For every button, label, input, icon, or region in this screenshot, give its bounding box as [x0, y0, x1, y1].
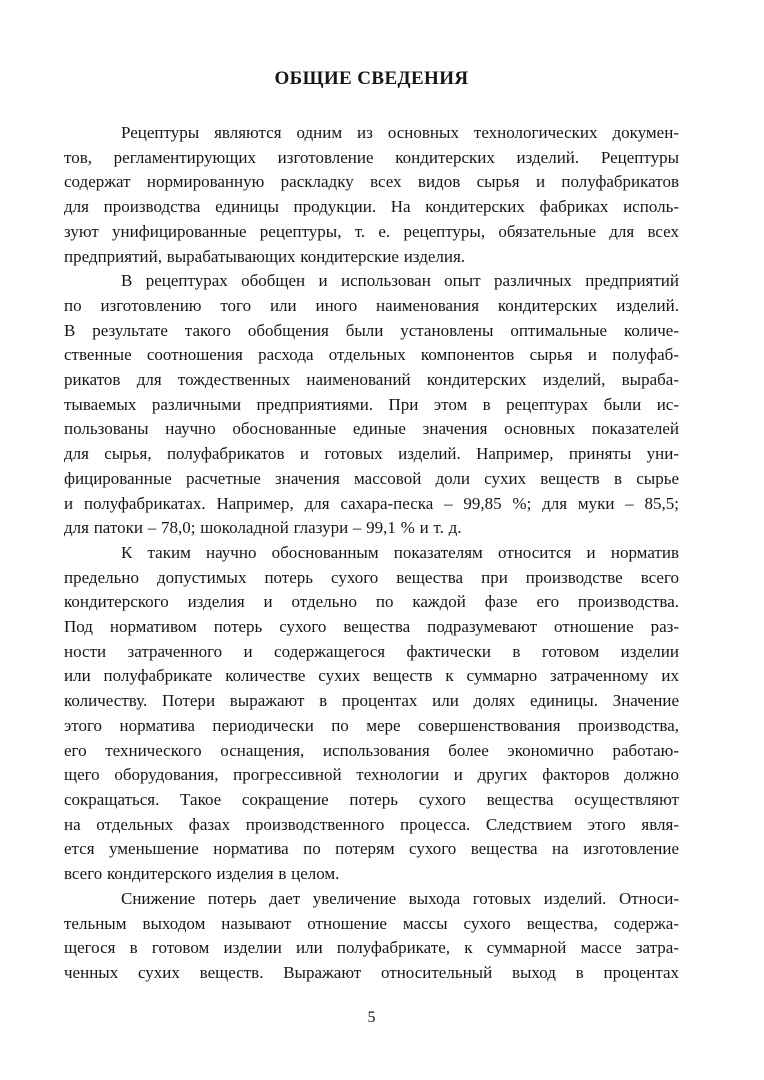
text-line: щего оборудования, прогрессивной технологии и других факторов должно — [64, 765, 679, 785]
text-line: для патоки – 78,0; шоколадной глазури – 99,1 % и т. д. — [64, 518, 462, 538]
page-body — [64, 121, 679, 986]
text-line: зуют унифицированные рецептуры, т. е. рецептуры, обязательные для всех — [64, 221, 679, 241]
text-line: Рецептуры являются одним из основных технологических докумен- — [121, 123, 679, 142]
text-line: пользованы научно обоснованные единые значения основных показателей — [64, 419, 679, 439]
paragraph — [64, 887, 679, 986]
paragraph — [64, 121, 679, 269]
text-line: содержат нормированную раскладку всех видов сырья и полуфабрикатов — [64, 172, 679, 192]
text-line: на отдельных фазах производственного процесса. Следствием этого явля- — [64, 814, 679, 834]
text-line: тываемых различными предприятиями. При этом в рецептурах были ис- — [64, 394, 679, 414]
text-line: Под нормативом потерь сухого вещества подразумевают отношение раз- — [64, 617, 679, 637]
text-line: К таким научно обоснованным показателям относится и норматив — [121, 542, 679, 562]
text-line: тельным выходом называют отношение массы сухого вещества, содержа- — [64, 913, 679, 933]
text-line: для сырья, полуфабрикатов и готовых изделий. Например, приняты уни- — [64, 444, 679, 464]
text-line: фицированные расчетные значения массовой доли сухих веществ в сырье — [64, 468, 679, 488]
text-line: по изготовлению того или иного наименования кондитерских изделий. — [64, 295, 679, 315]
text-line: для производства единицы продукции. На кондитерских фабриках исполь- — [64, 197, 679, 217]
text-line: ственные соотношения расхода отдельных компонентов сырья и полуфаб- — [64, 345, 679, 365]
text-line: этого норматива периодически по мере совершенствования производства, — [64, 715, 679, 735]
paragraph — [64, 269, 679, 541]
text-line: ченных сухих веществ. Выражают относительный выход в процентах — [64, 962, 679, 982]
text-line: щегося в готовом изделии или полуфабрикате, к суммарной массе затра- — [64, 938, 679, 958]
text-line: В результате такого обобщения были установлены оптимальные количе- — [64, 320, 679, 340]
text-line: тов, регламентирующих изготовление кондитерских изделий. Рецептуры — [64, 147, 679, 167]
page-title: ОБЩИЕ СВЕДЕНИЯ — [274, 68, 469, 89]
text-line: количеству. Потери выражают в процентах или долях единицы. Значение — [64, 691, 679, 711]
paragraph — [64, 541, 679, 887]
text-line: ется уменьшение норматива по потерям сухого вещества на изготовление — [64, 839, 679, 859]
text-line: В рецептурах обобщен и использован опыт различных предприятий — [121, 271, 679, 291]
text-line: ности затраченного и содержащегося фактически в готовом изделии — [64, 641, 679, 661]
text-line: сокращаться. Такое сокращение потерь сухого вещества осуществляют — [64, 789, 679, 809]
text-line: Снижение потерь дает увеличение выхода готовых изделий. Относи- — [121, 888, 679, 908]
text-line: предприятий, вырабатывающих кондитерские изделия. — [64, 246, 466, 266]
text-line: всего кондитерского изделия в целом. — [64, 864, 340, 884]
text-line: его технического оснащения, использования более экономично работаю- — [64, 740, 679, 760]
text-line: или полуфабрикате количестве сухих веществ к суммарно затраченному их — [64, 666, 679, 686]
text-line: предельно допустимых потерь сухого вещества при производстве всего — [64, 567, 679, 587]
text-line: кондитерского изделия и отдельно по каждой фазе его производства. — [64, 592, 679, 612]
page-number: 5 — [367, 1009, 376, 1026]
text-line: и полуфабрикатах. Например, для сахара-песка – 99,85 %; для муки – 85,5; — [64, 493, 679, 513]
text-line: рикатов для тождественных наименований кондитерских изделий, выраба- — [64, 370, 679, 390]
